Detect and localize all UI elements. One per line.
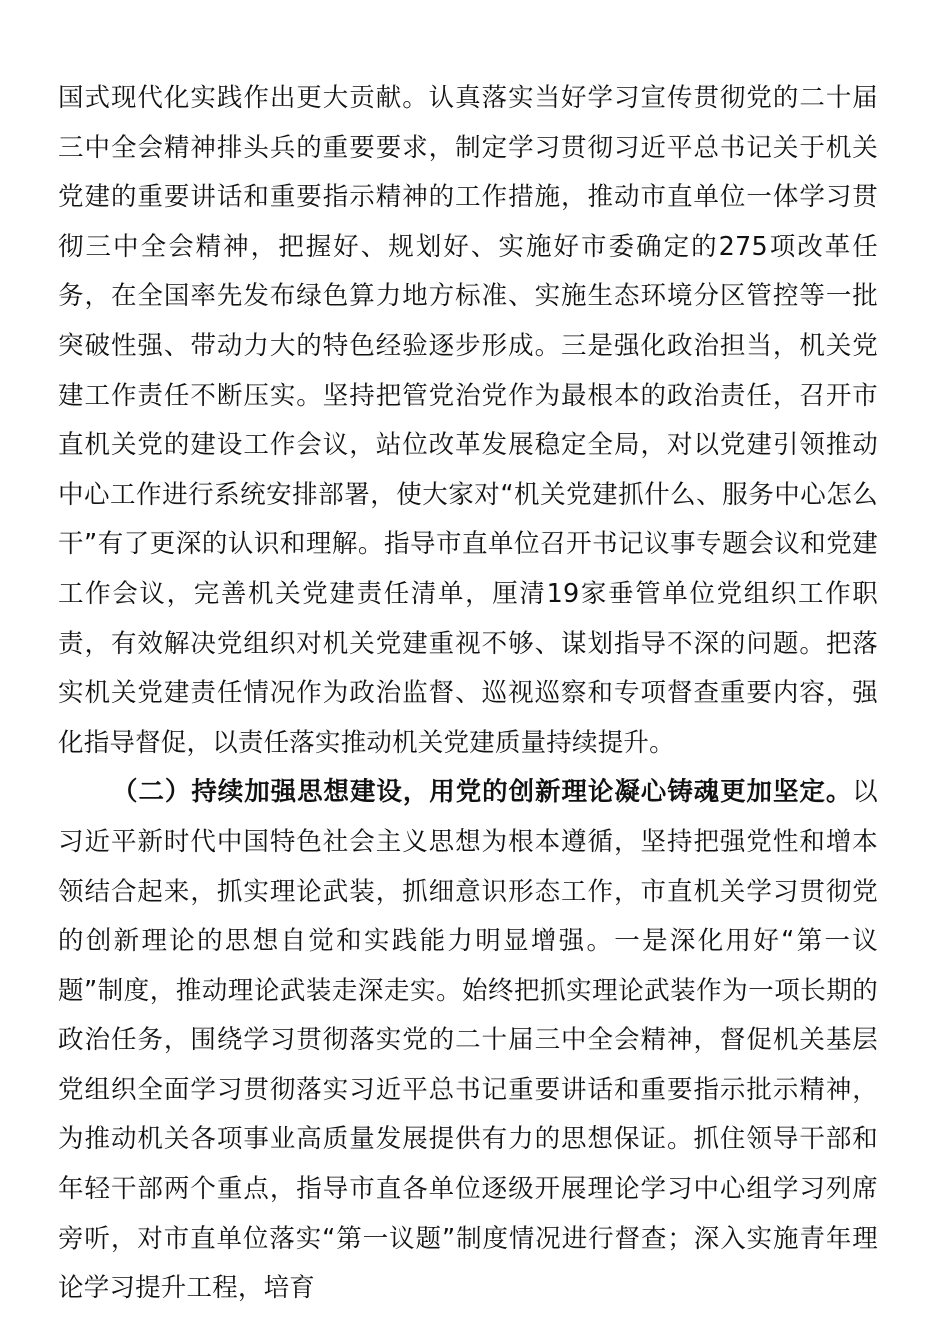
paragraph-2 (58, 768, 878, 1314)
section-heading: （二）持续加强思想建设，用党的创新理论凝心铸魂更加坚定。 (112, 777, 853, 808)
paragraph-2-body: 以习近平新时代中国特色社会主义思想为根本遵循，坚持把强党性和增本领结合起来，抓实理论武装，抓细意识形态工作，市直机关学习贯彻党的创新理论的思想自觉和实践能力明显增强。一是深化用好“第一议题”制度，推动理论武装走深走实。始终把抓实理论武装作为一项长期的政治任务，围绕学习贯彻落实党的二十届三中全会精神，督促机关基层党组织全面学习贯彻落实习近平总书记重要讲话和重要指示批示精神，为推动机关各项事业高质量发展提供有力的思想保证。抓住领导干部和年轻干部两个重点，指导市直各单位逐级开展理论学习中心组学习列席旁听，对市直单位落实“第一议题”制度情况进行督查；深入实施青年理论学习提升工程，培育 (58, 777, 878, 1304)
paragraph-1: 国式现代化实践作出更大贡献。认真落实当好学习宣传贯彻党的二十届三中全会精神排头兵的重要要求，制定学习贯彻习近平总书记关于机关党建的重要讲话和重要指示精神的工作措施，推动市直单位一体学习贯彻三中全会精神，把握好、规划好、实施好市委确定的275项改革任务，在全国率先发布绿色算力地方标准、实施生态环境分区管控等一批突破性强、带动力大的特色经验逐步形成。三是强化政治担当，机关党建工作责任不断压实。坚持把管党治党作为最根本的政治责任，召开市直机关党的建设工作会议，站位改革发展稳定全局，对以党建引领推动中心工作进行系统安排部署，使大家对“机关党建抓什么、服务中心怎么干”有了更深的认识和理解。指导市直单位召开书记议事专题会议和党建工作会议，完善机关党建责任清单，厘清19家垂管单位党组织工作职责，有效解决党组织对机关党建重视不够、谋划指导不深的问题。把落实机关党建责任情况作为政治监督、巡视巡察和专项督查重要内容，强化指导督促，以责任落实推动机关党建质量持续提升。 (58, 83, 878, 758)
